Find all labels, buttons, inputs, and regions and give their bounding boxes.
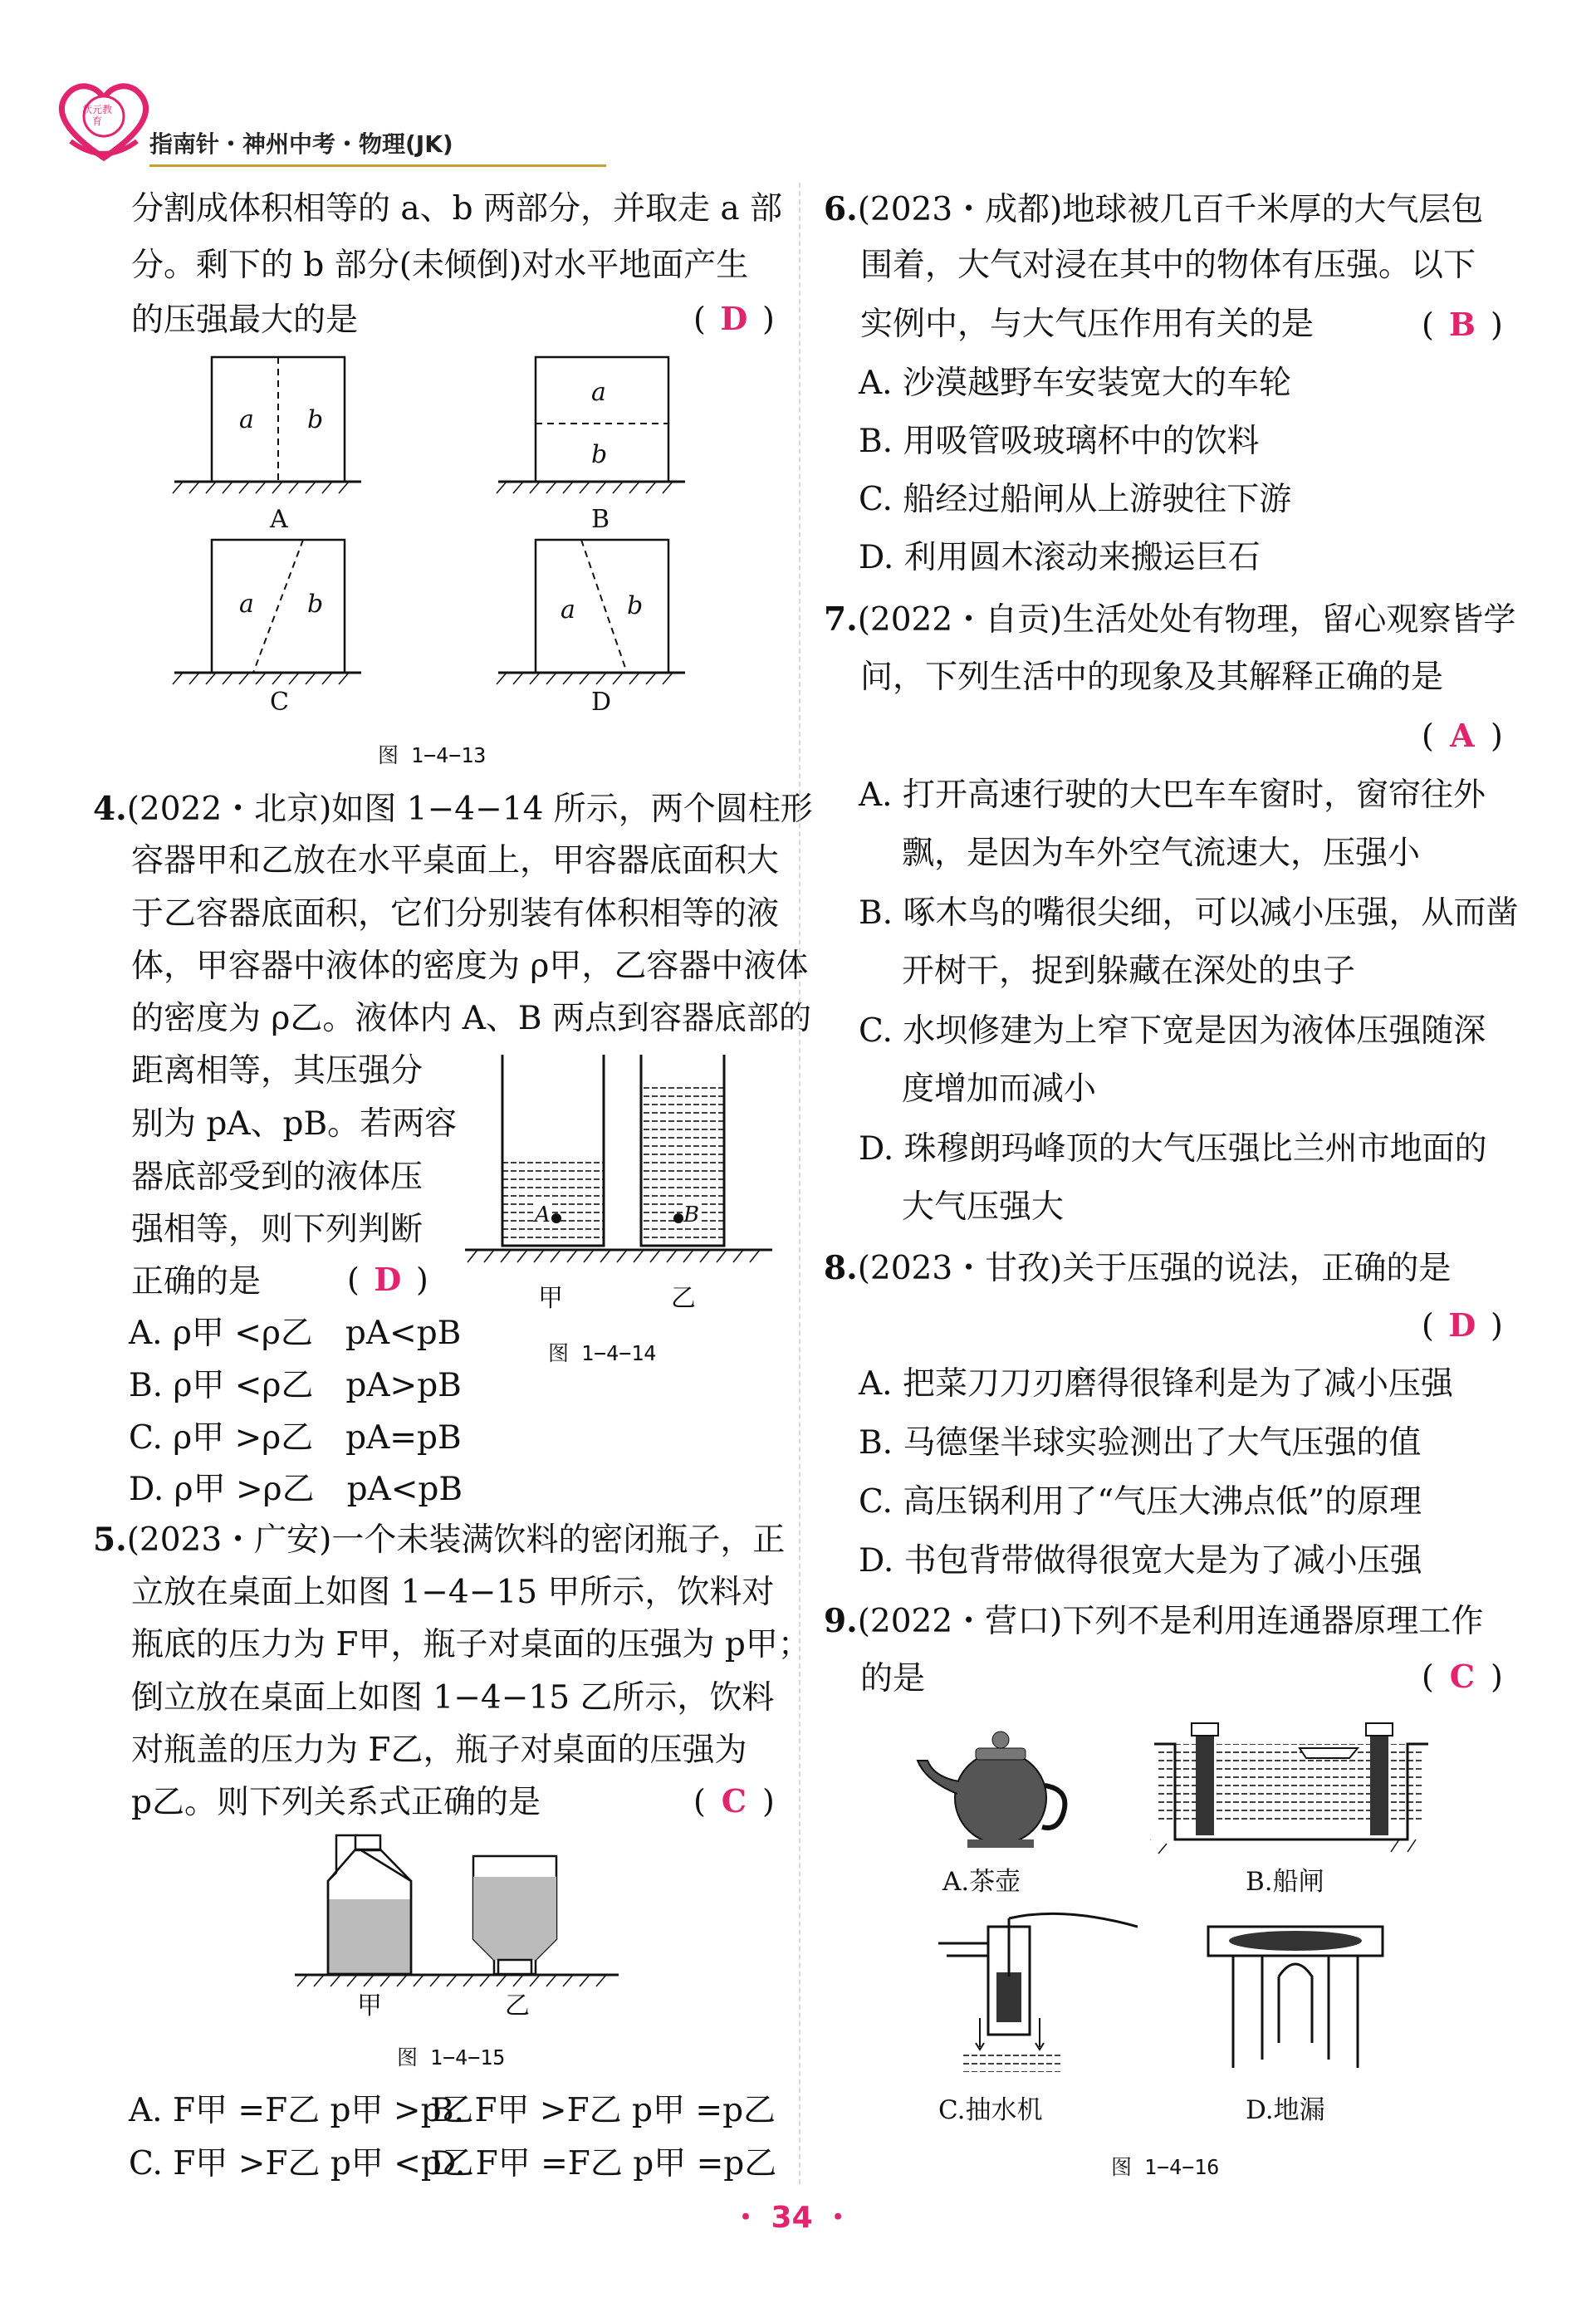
figure-1-4-15 (291, 1831, 623, 1997)
fig13-part-label: a (561, 595, 575, 625)
q4-line: 器底部受到的液体压 (131, 1158, 423, 1196)
fig13-part-label: b (307, 590, 324, 619)
water-pump-icon (930, 1910, 1138, 2076)
q9-item-label: B.船闸 (1246, 1867, 1324, 1897)
figure-caption: 图 1−4−16 (1111, 2155, 1220, 2179)
q5-option[interactable]: C. F甲 >F乙 p甲 <p乙 (129, 2145, 474, 2182)
q9-item-label: D.地漏 (1246, 2095, 1325, 2125)
q4-line: 容器甲和乙放在水平桌面上，甲容器底面积大 (131, 842, 780, 879)
q3-line: 分割成体积相等的 a、b 两部分，并取走 a 部 (131, 190, 783, 228)
q5-line: 5.(2023・广安)一个未装满饮料的密闭瓶子，正 (93, 1521, 786, 1559)
fig13-option-label: A (270, 505, 288, 534)
q7-option[interactable]: C. 水坝修建为上窄下宽是因为液体压强随深 (859, 1012, 1486, 1050)
fig13-part-label: b (591, 440, 608, 469)
figure-caption: 图 1−4−14 (548, 1341, 657, 1365)
q5-line: 倒立放在桌面上如图 1−4−15 乙所示，饮料 (131, 1679, 775, 1717)
q7-answer: ( A ) (1422, 717, 1503, 754)
q4-line: 强相等，则下列判断 (131, 1211, 423, 1248)
figure-1-4-14 (461, 1051, 776, 1275)
q6-line: 6.(2023・成都)地球被几百千米厚的大气层包 (824, 190, 1484, 228)
q6-line: 围着，大气对浸在其中的物体有压强。以下 (860, 247, 1476, 284)
q4-option[interactable]: D. ρ甲 >ρ乙 pA<pB (129, 1471, 463, 1508)
container-label: 乙 (671, 1284, 696, 1313)
q5-line: 立放在桌面上如图 1−4−15 甲所示，饮料对 (131, 1574, 775, 1611)
q5-line: 瓶底的压力为 F甲，瓶子对桌面的压强为 p甲； (131, 1626, 810, 1663)
q8-option[interactable]: A. 把菜刀刀刃磨得很锋利是为了减小压强 (859, 1365, 1453, 1403)
q4-line: 于乙容器底面积，它们分别装有体积相等的液 (131, 895, 780, 933)
q5-option[interactable]: D. F甲 =F乙 p甲 =p乙 (430, 2145, 777, 2182)
q9-line: 的是 (860, 1660, 926, 1697)
q3-line: 分。剩下的 b 部分(未倾倒)对水平地面产生 (131, 247, 749, 284)
point-b-label: B (683, 1203, 700, 1227)
q4-line: 4.(2022・北京)如图 1−4−14 所示，两个圆柱形 (93, 790, 813, 828)
q4-line: 距离相等，其压强分 (131, 1052, 423, 1090)
q4-line: 体，甲容器中液体的密度为 ρ甲，乙容器中液体 (131, 948, 809, 985)
figure-caption: 图 1−4−13 (378, 743, 487, 767)
page-number: ・ 34 ・ (731, 2201, 854, 2235)
q7-option[interactable]: B. 啄木鸟的嘴很尖细，可以减小压强，从而凿 (859, 894, 1519, 932)
q9-line: 9.(2022・营口)下列不是利用连通器原理工作 (824, 1602, 1484, 1640)
fig13-option-label: B (591, 505, 610, 534)
q4-option[interactable]: B. ρ甲 <ρ乙 pA>pB (129, 1367, 462, 1404)
figure-caption: 图 1−4−15 (397, 2045, 506, 2070)
q7-option-cont: 度增加而减小 (902, 1070, 1097, 1108)
q8-option[interactable]: C. 高压锅利用了“气压大沸点低”的原理 (859, 1483, 1422, 1521)
q8-line: 8.(2023・甘孜)关于压强的说法，正确的是 (824, 1249, 1452, 1287)
q6-line: 实例中，与大气压作用有关的是 (860, 306, 1314, 343)
q6-option[interactable]: A. 沙漠越野车安装宽大的车轮 (859, 365, 1291, 402)
q7-line: 7.(2022・自贡)生活处处有物理，留心观察皆学 (824, 600, 1516, 639)
header-series: 指南针・神州中考・物理(JK) (149, 130, 453, 158)
q5-option[interactable]: B. F甲 >F乙 p甲 =p乙 (430, 2092, 776, 2129)
q6-answer: ( B ) (1422, 306, 1503, 343)
q4-line: 的密度为 ρ乙。液体内 A、B 两点到容器底部的 (131, 1000, 811, 1037)
ship-lock-icon (1150, 1715, 1432, 1856)
bottle-label: 乙 (505, 1991, 530, 2021)
header (42, 66, 573, 166)
q8-answer: ( D ) (1422, 1306, 1503, 1344)
fig13-part-label: a (591, 378, 606, 407)
q7-line: 问，下列生活中的现象及其解释正确的是 (860, 659, 1444, 696)
q6-option[interactable]: D. 利用圆木滚动来搬运巨石 (859, 539, 1261, 576)
q5-answer: ( C ) (693, 1782, 775, 1820)
q9-answer: ( C ) (1422, 1658, 1503, 1695)
fig13-option-label: C (270, 688, 289, 717)
q9-item-label: C.抽水机 (938, 2095, 1043, 2125)
q7-option[interactable]: A. 打开高速行驶的大巴车车窗时，窗帘往外 (859, 776, 1486, 814)
q9-item-label: A.茶壶 (942, 1867, 1021, 1897)
column-divider (799, 183, 800, 2184)
fig13-part-label: b (307, 405, 324, 434)
q4-option[interactable]: A. ρ甲 <ρ乙 pA<pB (129, 1315, 462, 1352)
q3-line: 的压强最大的是 (131, 301, 359, 339)
logo-text: 状元教育 (81, 104, 112, 127)
q4-option[interactable]: C. ρ甲 >ρ乙 pA=pB (129, 1419, 462, 1457)
q7-option[interactable]: D. 珠穆朗玛峰顶的大气压强比兰州市地面的 (859, 1130, 1487, 1168)
q7-option-cont: 大气压强大 (902, 1188, 1065, 1226)
q8-option[interactable]: B. 马德堡半球实验测出了大气压强的值 (859, 1424, 1422, 1462)
container-label: 甲 (538, 1284, 563, 1313)
point-a-label: A (535, 1203, 551, 1227)
q4-line: 正确的是 (131, 1263, 262, 1301)
q3-answer: ( D ) (693, 300, 775, 337)
fig13-part-label: a (239, 590, 254, 619)
fig13-part-label: a (239, 405, 254, 434)
q8-option[interactable]: D. 书包背带做得很宽大是为了减小压强 (859, 1542, 1422, 1580)
q6-option[interactable]: B. 用吸管吸玻璃杯中的饮料 (859, 423, 1260, 460)
header-rule (149, 164, 606, 167)
q7-option-cont: 开树干，捉到躲藏在深处的虫子 (902, 953, 1356, 990)
q5-line: 对瓶盖的压力为 F乙，瓶子对桌面的压强为 (131, 1732, 747, 1769)
bottle-label: 甲 (357, 1991, 382, 2021)
q7-option-cont: 飘，是因为车外空气流速大，压强小 (902, 835, 1421, 872)
floor-drain-icon (1200, 1918, 1391, 2076)
teapot-icon (909, 1715, 1075, 1856)
q4-answer: ( D ) (347, 1261, 428, 1298)
q5-line: p乙。则下列关系式正确的是 (131, 1784, 541, 1821)
fig13-part-label: b (627, 591, 644, 620)
q4-line: 别为 pA、pB。若两容 (131, 1105, 458, 1143)
q6-option[interactable]: C. 船经过船闸从上游驶往下游 (859, 481, 1292, 518)
q5-option[interactable]: A. F甲 =F乙 p甲 >p乙 (129, 2092, 474, 2129)
fig13-option-label: D (591, 688, 612, 717)
